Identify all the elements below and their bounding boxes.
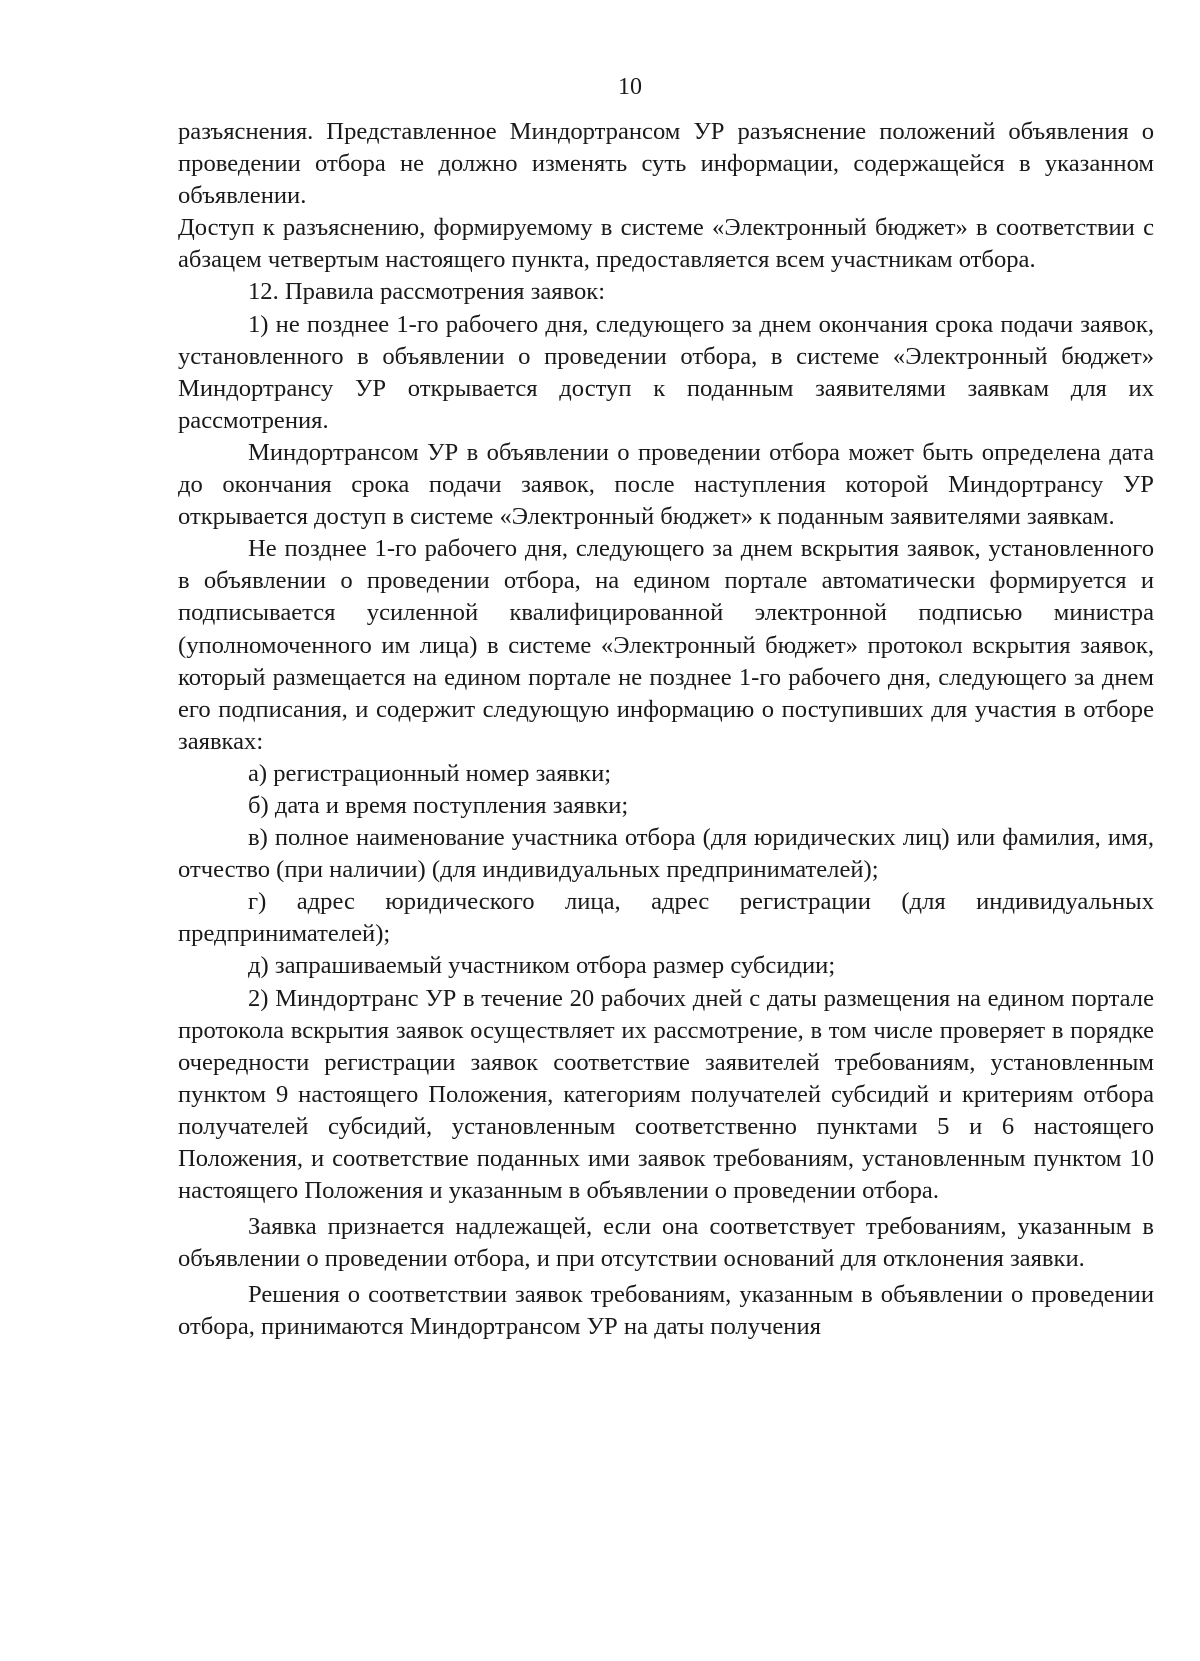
paragraph: 1) не позднее 1-го рабочего дня, следующего за днем окончания срока подачи заявок, установленного в объявлении о проведении отбора, в системе «Электронный бюджет» Миндортрансу УР открывается доступ к поданным заявителями заявкам для их рассмотрения. <box>178 310 1154 434</box>
paragraph: Заявка признается надлежащей, если она соответствует требованиям, указанным в объявлении о проведении отбора, и при отсутствии оснований для отклонения заявки. <box>178 1213 1154 1273</box>
list-item: г) адрес юридического лица, адрес регистрации (для индивидуальных предпринимателей); <box>178 888 1154 948</box>
page-number: 10 <box>618 74 642 100</box>
paragraph: 2) Миндортранс УР в течение 20 рабочих дней с даты размещения на едином портале протокола вскрытия заявок осуществляет их рассмотрение, в том числе проверяет в порядке очередности регистрации заявок соответствие заявителей требованиям, установленным пунктом 9 настоящего Положения, категориям получателей субсидий и критериям отбора получателей субсидий, установленным соответственно пунктами 5 и 6 настоящего Положения, и соответствие поданных ими заявок требованиям, установленным пунктом 10 настоящего Положения и указанным в объявлении о проведении отбора. <box>178 984 1154 1205</box>
list-item: а) регистрационный номер заявки; <box>248 759 612 787</box>
paragraph: разъяснения. Представленное Миндортрансом УР разъяснение положений объявления о проведении отбора не должно изменять суть информации, содержащейся в указанном объявлении. <box>178 118 1154 210</box>
paragraph: Не позднее 1-го рабочего дня, следующего за днем вскрытия заявок, установленного в объявлении о проведении отбора, на едином портале автоматически формируется и подписывается усиленной квалифицированной электронной подписью министра (уполномоченного им лица) в системе «Электронный бюджет» протокол вскрытия заявок, который размещается на едином портале не позднее 1-го рабочего дня, следующего за днем его подписания, и содержит следующую информацию о поступивших для участия в отборе заявках: <box>178 535 1154 755</box>
list-item: д) запрашиваемый участником отбора размер субсидии; <box>248 952 836 980</box>
list-item: в) полное наименование участника отбора (для юридических лиц) или фамилия, имя, отчество (при наличии) (для индивидуальных предпринимателей); <box>178 824 1154 884</box>
paragraph: Решения о соответствии заявок требованиям, указанным в объявлении о проведении отбора, принимаются Миндортрансом УР на даты получения <box>178 1281 1154 1341</box>
body-text <box>178 116 1154 1344</box>
paragraph: Доступ к разъяснению, формируемому в системе «Электронный бюджет» в соответствии с абзацем четвертым настоящего пункта, предоставляется всем участникам отбора. <box>178 214 1154 274</box>
paragraph: 12. Правила рассмотрения заявок: <box>248 278 606 306</box>
list-item: б) дата и время поступления заявки; <box>248 791 629 819</box>
paragraph: Миндортрансом УР в объявлении о проведении отбора может быть определена дата до окончания срока подачи заявок, после наступления которой Миндортрансу УР открывается доступ в системе «Электронный бюджет» к поданным заявителями заявкам. <box>178 438 1154 531</box>
